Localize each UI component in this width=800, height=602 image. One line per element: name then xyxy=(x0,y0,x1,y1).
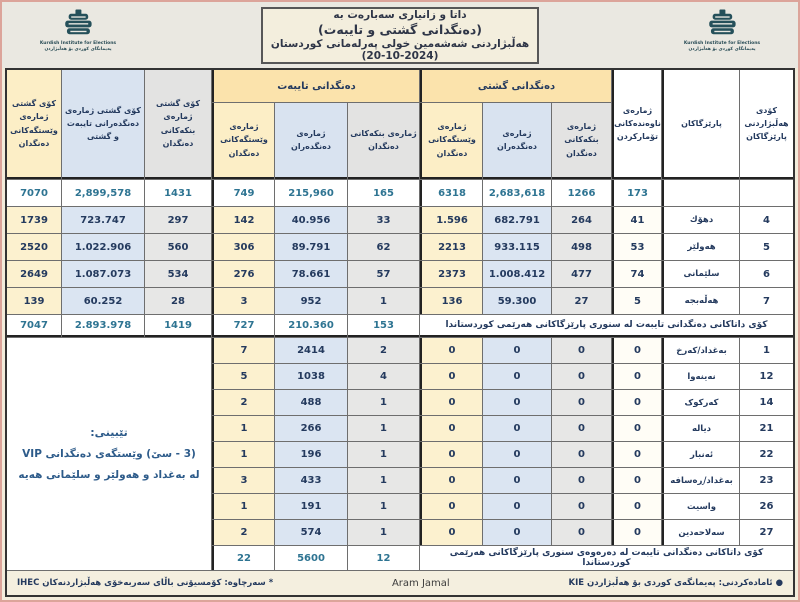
cell-g_binke: 0 xyxy=(552,520,611,545)
footer-author: Aram Jamal xyxy=(391,577,450,589)
cell-t_binke: 1 xyxy=(348,288,419,314)
cell-g_deng: 0 xyxy=(483,468,551,493)
cell-name: ئەنبار xyxy=(662,442,739,467)
cell-g_binke: 0 xyxy=(552,338,611,363)
cell-t_wistge: 3 xyxy=(212,468,274,493)
cell-g_deng: 0 xyxy=(483,520,551,545)
cell-g_wistge: 0 xyxy=(420,520,482,545)
totals-registration: 173 xyxy=(612,180,661,206)
subtotal-outside-special-stations: 22 xyxy=(212,546,274,570)
cell-t_wistge: 306 xyxy=(212,234,274,260)
subtotal-inside-koy-stations: 7047 xyxy=(7,315,61,337)
cell-name: واسیت xyxy=(662,494,739,519)
cell-t_wistge: 1 xyxy=(212,494,274,519)
cell-g_deng: 1.008.412 xyxy=(483,261,551,287)
cell-t_wistge: 5 xyxy=(212,364,274,389)
header-group-general-voting: دەنگدانی گشتی xyxy=(420,70,611,102)
cell-t_deng: 40.956 xyxy=(275,207,347,233)
cell-k_deng: 1.087.073 xyxy=(62,261,144,287)
cell-name: سەلاحەدین xyxy=(662,520,739,545)
cell-g_wistge: 0 xyxy=(420,494,482,519)
cell-name: کەرکوک xyxy=(662,390,739,415)
subtotal-inside-label: کۆی داتاکانی دەنگدانی تایبەت لە سنوری پارێزگاکانی هەرێمی کوردستاندا xyxy=(420,315,793,337)
logo-caption-ku: پەیمانگای کوردی بۆ هەڵبژاردن xyxy=(44,46,112,52)
header-special-polling-stations: ژمارەی وێستگەکانی دەنگدان xyxy=(212,103,274,179)
cell-k_binke: 534 xyxy=(145,261,211,287)
note-title: تێبینی: xyxy=(90,426,128,440)
cell-k_deng: 60.252 xyxy=(62,288,144,314)
cell-t_binke: 1 xyxy=(348,442,419,467)
totals-koy-stations: 7070 xyxy=(7,180,61,206)
header-general-voters: ژمارەی دەنگدەران xyxy=(483,103,551,179)
cell-t_wistge: 7 xyxy=(212,338,274,363)
cell-k_deng: 1.022.906 xyxy=(62,234,144,260)
footer-prepared-by: ● ئامادەکردنی: پەیمانگەی کوردی بۆ هەڵبژاردن KIE xyxy=(568,578,783,588)
cell-g_deng: 0 xyxy=(483,416,551,441)
cell-reg: 5 xyxy=(612,288,661,314)
cell-code: 7 xyxy=(740,288,793,314)
header-special-polling-centers: ژمارەی بنکەکانی دەنگدان xyxy=(348,103,419,179)
cell-name: هەولێر xyxy=(662,234,739,260)
cell-code: 6 xyxy=(740,261,793,287)
title-line3: هەڵبژاردنی شەشەمین خولی پەرلەمانی کوردستان (2024-10-20) xyxy=(270,38,530,62)
cell-t_deng: 1038 xyxy=(275,364,347,389)
cell-code: 27 xyxy=(740,520,793,545)
cell-t_deng: 89.791 xyxy=(275,234,347,260)
cell-t_binke: 2 xyxy=(348,338,419,363)
subtotal-outside-label: کۆی داتاکانی دەنگدانی تایبەت لە دەرەوەی سنوری پارێزگاکانی هەرێمی کوردستاندا xyxy=(420,546,793,570)
cell-g_binke: 0 xyxy=(552,468,611,493)
cell-t_binke: 1 xyxy=(348,468,419,493)
table-footer xyxy=(7,571,793,595)
totals-general-stations: 6318 xyxy=(420,180,482,206)
cell-g_binke: 0 xyxy=(552,494,611,519)
cell-reg: 0 xyxy=(612,494,661,519)
cell-t_binke: 1 xyxy=(348,416,419,441)
cell-g_deng: 0 xyxy=(483,390,551,415)
data-table xyxy=(5,68,795,597)
cell-name: دهۆك xyxy=(662,207,739,233)
totals-general-centers: 1266 xyxy=(552,180,611,206)
cell-g_deng: 59.300 xyxy=(483,288,551,314)
cell-code: 14 xyxy=(740,390,793,415)
cell-reg: 0 xyxy=(612,364,661,389)
cell-g_binke: 498 xyxy=(552,234,611,260)
cell-g_deng: 0 xyxy=(483,494,551,519)
subtotal-inside-koy-centers: 1419 xyxy=(145,315,211,337)
totals-code-empty xyxy=(740,180,793,206)
cell-g_wistge: 0 xyxy=(420,338,482,363)
cell-g_wistge: 0 xyxy=(420,390,482,415)
header-governorates: پارێزگاکان xyxy=(662,70,739,179)
cell-code: 5 xyxy=(740,234,793,260)
note-line2: (3 - سێ) وێستگەی دەنگدانی VIP xyxy=(22,448,196,460)
cell-t_deng: 488 xyxy=(275,390,347,415)
cell-code: 1 xyxy=(740,338,793,363)
cell-code: 21 xyxy=(740,416,793,441)
cell-reg: 0 xyxy=(612,520,661,545)
footer-source: * سەرچاوە: کۆمسیۆنی باڵای سەربەخۆی هەڵبژاردنەکان IHEC xyxy=(17,578,274,588)
totals-general-voters: 2,683,618 xyxy=(483,180,551,206)
cell-t_wistge: 276 xyxy=(212,261,274,287)
cell-g_deng: 0 xyxy=(483,364,551,389)
header-general-polling-stations: ژمارەی وێستگەکانی دەنگدان xyxy=(420,103,482,179)
cell-reg: 0 xyxy=(612,468,661,493)
cell-t_wistge: 1 xyxy=(212,416,274,441)
cell-code: 12 xyxy=(740,364,793,389)
title-line1: داتا و زانیاری سەبارەت بە xyxy=(333,9,467,21)
cell-k_wistge: 2520 xyxy=(7,234,61,260)
cell-k_wistge: 1739 xyxy=(7,207,61,233)
cell-k_wistge: 2649 xyxy=(7,261,61,287)
totals-special-stations: 749 xyxy=(212,180,274,206)
cell-g_binke: 0 xyxy=(552,416,611,441)
cell-g_wistge: 136 xyxy=(420,288,482,314)
cell-g_wistge: 0 xyxy=(420,468,482,493)
cell-t_deng: 191 xyxy=(275,494,347,519)
cell-g_binke: 0 xyxy=(552,364,611,389)
cell-code: 26 xyxy=(740,494,793,519)
cell-t_binke: 4 xyxy=(348,364,419,389)
cell-reg: 41 xyxy=(612,207,661,233)
header-special-voters: ژمارەی دەنگدەران xyxy=(275,103,347,179)
subtotal-outside-special-centers: 12 xyxy=(348,546,419,570)
cell-k_binke: 560 xyxy=(145,234,211,260)
cell-name: بەغداد/کەرخ xyxy=(662,338,739,363)
subtotal-inside-special-centers: 153 xyxy=(348,315,419,337)
cell-g_binke: 0 xyxy=(552,390,611,415)
totals-governorate-empty xyxy=(662,180,739,206)
cell-reg: 0 xyxy=(612,442,661,467)
cell-t_binke: 1 xyxy=(348,494,419,519)
cell-g_deng: 0 xyxy=(483,338,551,363)
cell-t_deng: 266 xyxy=(275,416,347,441)
cell-g_binke: 264 xyxy=(552,207,611,233)
totals-koy-centers: 1431 xyxy=(145,180,211,206)
cell-name: بەغداد/ڕەسافە xyxy=(662,468,739,493)
note-line3: لە بەغداد و هەولێر و سلێمانی هەیە xyxy=(18,468,200,481)
note-box xyxy=(7,338,211,570)
cell-t_binke: 57 xyxy=(348,261,419,287)
logo-caption-ku: پەیمانگای کوردی بۆ هەڵبژاردن xyxy=(688,46,756,52)
logo-left xyxy=(26,9,130,52)
totals-special-voters: 215,960 xyxy=(275,180,347,206)
cell-t_binke: 1 xyxy=(348,390,419,415)
cell-t_deng: 2414 xyxy=(275,338,347,363)
cell-name: دیالە xyxy=(662,416,739,441)
cell-reg: 0 xyxy=(612,338,661,363)
cell-reg: 53 xyxy=(612,234,661,260)
cell-g_wistge: 0 xyxy=(420,364,482,389)
ballot-box-icon xyxy=(705,9,739,39)
header-governorate-code: کۆدی هەڵبژاردنی پارێزگاکان xyxy=(740,70,793,179)
cell-k_binke: 28 xyxy=(145,288,211,314)
cell-k_wistge: 139 xyxy=(7,288,61,314)
cell-reg: 74 xyxy=(612,261,661,287)
cell-t_wistge: 1 xyxy=(212,442,274,467)
cell-t_binke: 62 xyxy=(348,234,419,260)
cell-t_wistge: 142 xyxy=(212,207,274,233)
subtotal-inside-koy-voters: 2.893.978 xyxy=(62,315,144,337)
cell-t_binke: 1 xyxy=(348,520,419,545)
cell-name: هەڵەبجە xyxy=(662,288,739,314)
cell-t_deng: 196 xyxy=(275,442,347,467)
cell-g_deng: 0 xyxy=(483,442,551,467)
header-registration-centers: ژمارەی ناوەندەکانی تۆمارکردن xyxy=(612,70,661,179)
logo-caption-en: Kurdish Institute for Elections xyxy=(683,41,761,46)
cell-g_wistge: 1.596 xyxy=(420,207,482,233)
cell-g_binke: 27 xyxy=(552,288,611,314)
logo-right xyxy=(670,9,774,52)
cell-t_binke: 33 xyxy=(348,207,419,233)
cell-name: سلێمانی xyxy=(662,261,739,287)
cell-g_binke: 477 xyxy=(552,261,611,287)
ballot-box-icon xyxy=(61,9,95,39)
cell-code: 22 xyxy=(740,442,793,467)
cell-g_wistge: 0 xyxy=(420,442,482,467)
cell-t_wistge: 3 xyxy=(212,288,274,314)
subtotal-inside-special-stations: 727 xyxy=(212,315,274,337)
cell-name: نەینەوا xyxy=(662,364,739,389)
cell-t_deng: 433 xyxy=(275,468,347,493)
cell-g_wistge: 2373 xyxy=(420,261,482,287)
logo-caption-en: Kurdish Institute for Elections xyxy=(39,41,117,46)
subtotal-outside-special-voters: 5600 xyxy=(275,546,347,570)
title-line2: (دەنگدانی گشتی و تایبەت) xyxy=(318,22,482,37)
cell-k_binke: 297 xyxy=(145,207,211,233)
header-total-polling-centers: کۆی گشتی ژمارەی بنکەکانی دەنگدان xyxy=(145,70,211,179)
title-box xyxy=(261,7,539,64)
cell-t_wistge: 2 xyxy=(212,520,274,545)
cell-code: 23 xyxy=(740,468,793,493)
cell-t_wistge: 2 xyxy=(212,390,274,415)
cell-t_deng: 78.661 xyxy=(275,261,347,287)
header-total-polling-stations: کۆی گشتی ژمارەی وێستگەکانی دەنگدان xyxy=(7,70,61,179)
cell-reg: 0 xyxy=(612,390,661,415)
cell-t_deng: 574 xyxy=(275,520,347,545)
cell-k_deng: 723.747 xyxy=(62,207,144,233)
cell-reg: 0 xyxy=(612,416,661,441)
cell-g_deng: 682.791 xyxy=(483,207,551,233)
header-group-special-voting: دەنگدانی تایبەت xyxy=(212,70,419,102)
header-general-polling-centers: ژمارەی بنکەکانی دەنگدان xyxy=(552,103,611,179)
cell-g_deng: 933.115 xyxy=(483,234,551,260)
cell-g_binke: 0 xyxy=(552,442,611,467)
totals-special-centers: 165 xyxy=(348,180,419,206)
totals-koy-voters: 2,899,578 xyxy=(62,180,144,206)
cell-g_wistge: 2213 xyxy=(420,234,482,260)
cell-g_wistge: 0 xyxy=(420,416,482,441)
cell-code: 4 xyxy=(740,207,793,233)
subtotal-inside-special-voters: 210.360 xyxy=(275,315,347,337)
header-total-voters: کۆی گشتی ژمارەی دەنگدەرانی تایبەت و گشتی xyxy=(62,70,144,179)
cell-t_deng: 952 xyxy=(275,288,347,314)
